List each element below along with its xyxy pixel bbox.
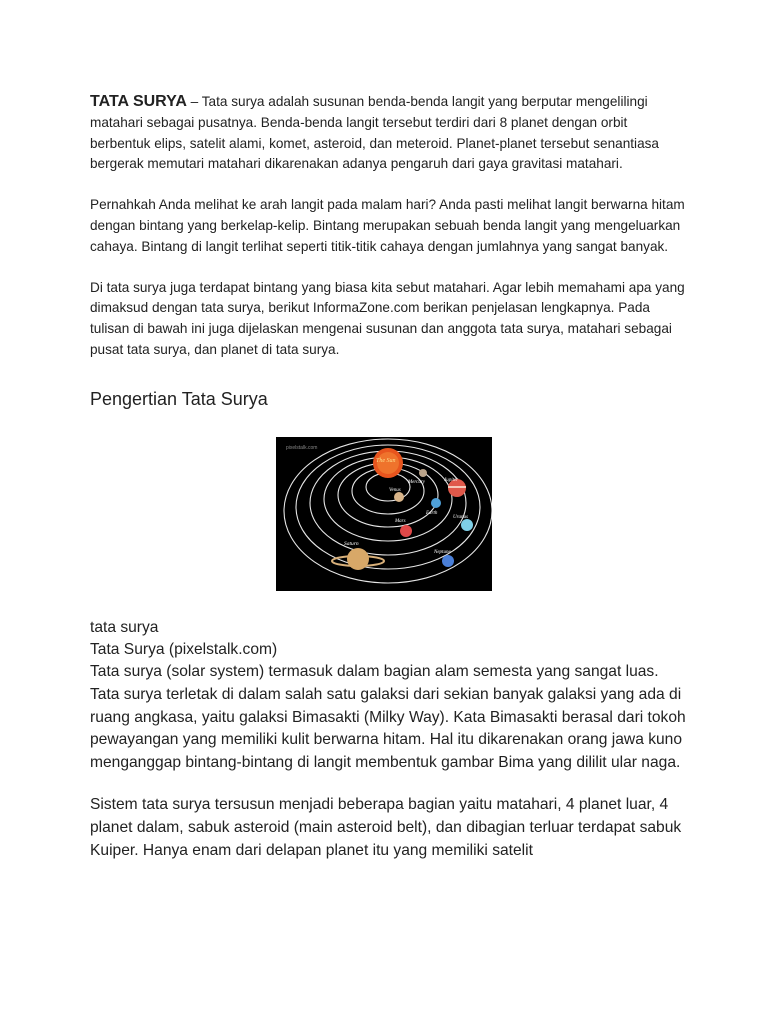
svg-text:Jupiter: Jupiter (444, 477, 459, 483)
svg-text:Earth: Earth (426, 510, 438, 516)
saturn-icon (347, 548, 369, 570)
earth-icon (431, 498, 441, 508)
title-lead: TATA SURYA (90, 93, 187, 110)
section-heading: Pengertian Tata Surya (90, 388, 268, 409)
svg-text:Uranus: Uranus (453, 514, 469, 520)
svg-text:Mercury: Mercury (408, 479, 426, 485)
uranus-icon (461, 519, 473, 531)
paragraph-structure: Sistem tata surya tersusun menjadi beberapa bagian yaitu matahari, 4 planet luar, 4 planet dalam, sabuk asteroid (main asteroid belt), dan dibagian terluar terdapat sabuk Kuiper. Hanya enam dari delapan planet itu yang memiliki satelit (90, 796, 682, 859)
image-caption: Tata Surya (pixelstalk.com) (90, 640, 278, 658)
neptune-icon (442, 555, 454, 567)
svg-text:Neptune: Neptune (434, 549, 451, 555)
paragraph-sun: Di tata surya juga terdapat bintang yang biasa kita sebut matahari. Agar lebih memahami apa yang dimaksud dengan tata surya, berikut InformaZone.com berikan penjelasan lengkapnya. Pada tulisan di bawah ini juga dijelaskan mengenai susunan dan anggota tata surya, matahari sebagai pusat tata surya, dan planet di tata surya. (90, 279, 685, 357)
svg-text:Mars: Mars (395, 518, 406, 524)
intro-text: Tata surya adalah susunan benda-benda langit yang berputar mengelilingi matahari sebagai pusatnya. Benda-benda langit tersebut terdiri dari 8 planet dengan orbit berbentuk elips, satelit alami, komet, asteroid, dan meteroid. Planet-planet tersebut senantiasa bergerak memutari matahari dikarenakan adanya pengaruh dari gaya gravitasi matahari. (90, 94, 659, 172)
intro-paragraph (90, 92, 690, 175)
watermark: pixelstalk.com (286, 444, 318, 451)
solar-system-illustration (276, 437, 492, 591)
title-dash: – (186, 94, 202, 109)
mars-icon (400, 525, 412, 537)
paragraph-milky-way: Tata surya (solar system) termasuk dalam bagian alam semesta yang sangat luas. Tata surya terletak di dalam salah satu galaksi dari sekian banyak galaksi yang ada di ruang angkasa, yaitu galaksi Bimasakti (Milky Way). Kata Bimasakti berasal dari tokoh pewayangan yang memiliki kulit berwarna hitam. Hal itu dikarenakan orang jawa kuno menganggap bintang-bintang di langit membentuk gambar Bima yang dililit ular naga. (90, 663, 686, 771)
svg-text:Saturn: Saturn (344, 540, 359, 547)
image-alt-text: tata surya (90, 618, 159, 636)
svg-text:Venus: Venus (389, 487, 401, 493)
mercury-icon (419, 469, 427, 477)
sun-label: The Sun (376, 457, 396, 464)
venus-icon (394, 492, 404, 502)
paragraph-night-sky: Pernahkah Anda melihat ke arah langit pada malam hari? Anda pasti melihat langit berwarna hitam dengan bintang yang berkelap-kelip. Bintang merupakan sebuah benda langit yang mengeluarkan cahaya. Bintang di langit terlihat seperti titik-titik cahaya dengan jumlahnya yang sangat banyak. (90, 197, 685, 254)
solar-system-image (276, 437, 492, 591)
document-page (90, 92, 690, 862)
